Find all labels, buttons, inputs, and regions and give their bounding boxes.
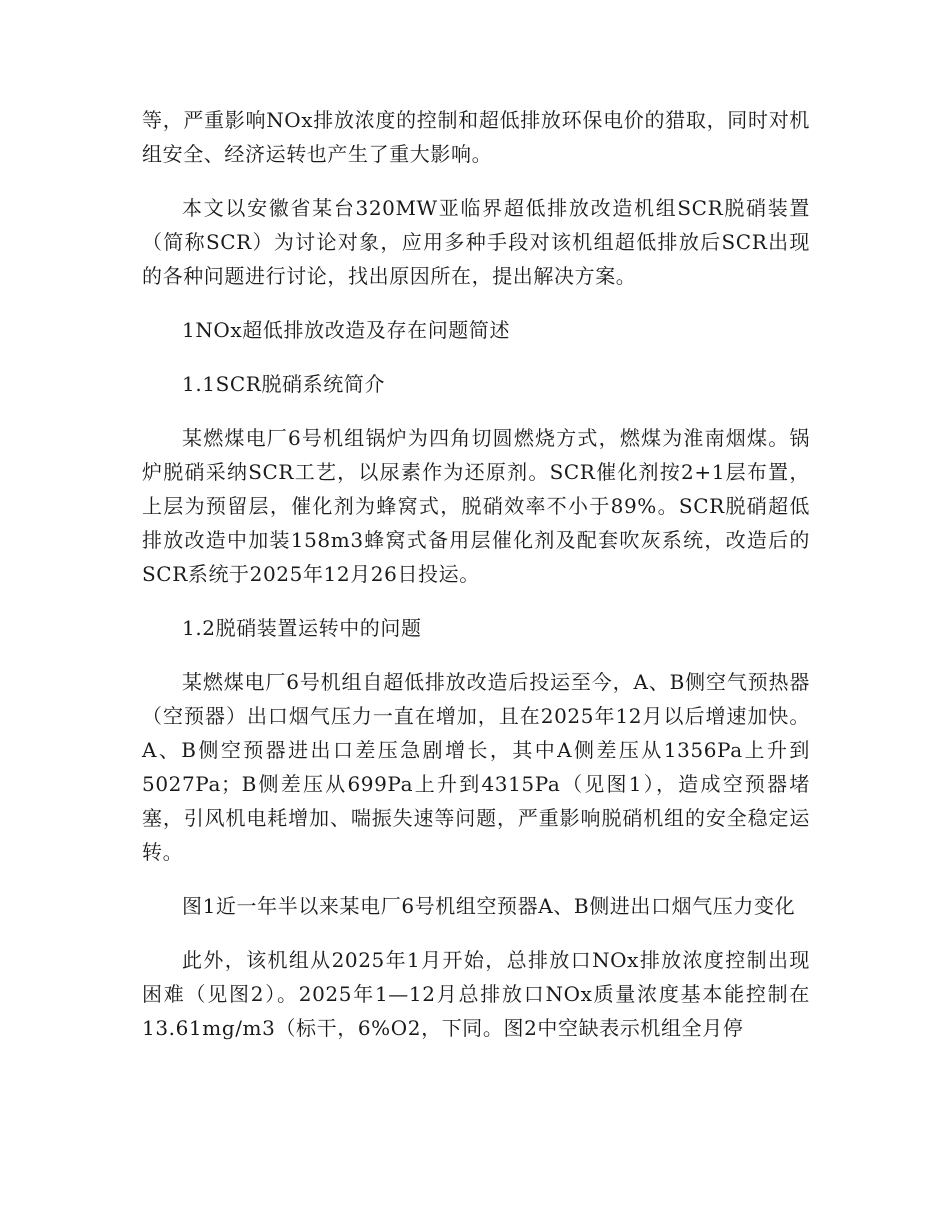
figure-caption-1: 图1近一年半以来某电厂6号机组空预器A、B侧进出口烟气压力变化	[182, 894, 796, 918]
paragraph-continuation: 等，严重影响NOx排放浓度的控制和超低排放环保电价的猎取，同时对机组安全、经济运转也产生了重大影响。	[142, 108, 810, 166]
document-body	[142, 103, 810, 1065]
paragraph-scr-system: 某燃煤电厂6号机组锅炉为四角切圆燃烧方式，燃煤为淮南烟煤。锅炉脱硝采纳SCR工艺，以尿素作为还原剂。SCR催化剂按2+1层布置，上层为预留层，催化剂为蜂窝式，脱硝效率不小于89%。SCR脱硝超低排放改造中加装158m3蜂窝式备用层催化剂及配套吹灰系统，改造后的SCR系统于2025年12月26日投运。	[142, 426, 810, 586]
section-heading-1: 1NOx超低排放改造及存在问题简述	[182, 318, 511, 342]
paragraph-operation-problems: 某燃煤电厂6号机组自超低排放改造后投运至今，A、B侧空气预热器（空预器）出口烟气压力一直在增加，且在2025年12月以后增速加快。A、B侧空预器进出口差压急剧增长，其中A侧差压从1356Pa上升到5027Pa；B侧差压从699Pa上升到4315Pa（见图1），造成空预器堵塞，引风机电耗增加、喘振失速等问题，严重影响脱硝机组的安全稳定运转。	[142, 670, 810, 864]
section-heading-1-2: 1.2脱硝装置运转中的问题	[182, 616, 422, 640]
paragraph-nox-emission: 此外，该机组从2025年1月开始，总排放口NOx排放浓度控制出现困难（见图2）。2025年1—12月总排放口NOx质量浓度基本能控制在13.61mg/m3（标干，6%O2，下同。图2中空缺表示机组全月停	[142, 948, 810, 1040]
paragraph-introduction: 本文以安徽省某台320MW亚临界超低排放改造机组SCR脱硝装置（简称SCR）为讨论对象，应用多种手段对该机组超低排放后SCR出现的各种问题进行讨论，找出原因所在，提出解决方案。	[142, 196, 810, 288]
section-heading-1-1: 1.1SCR脱硝系统简介	[182, 372, 386, 396]
